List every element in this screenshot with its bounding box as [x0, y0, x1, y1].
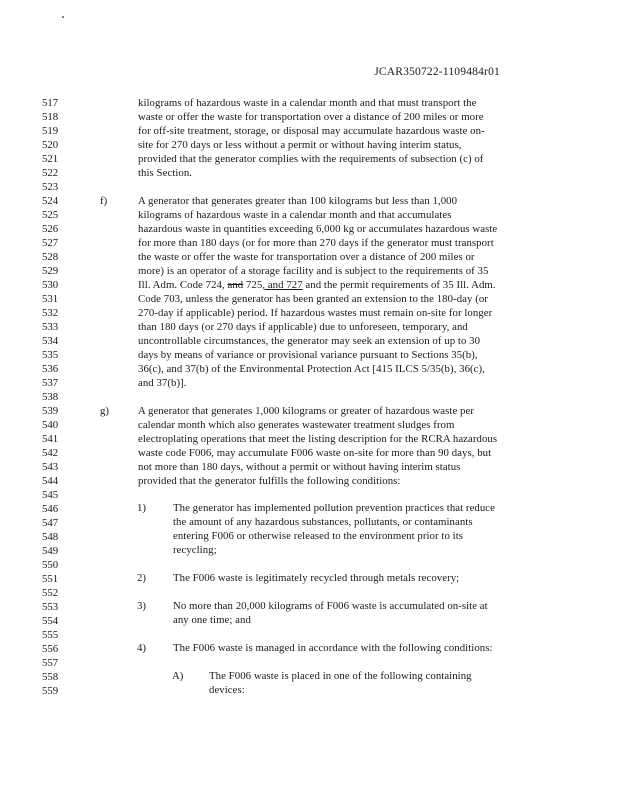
line-number: 550: [42, 559, 59, 571]
text-line: the amount of any hazardous substances, pollutants, or contaminants: [173, 516, 473, 528]
line-number: 518: [42, 111, 59, 123]
line-number: 549: [42, 545, 59, 557]
text-line: kilograms of hazardous waste in a calendar month and that accumulates: [138, 209, 452, 221]
subsection-marker-g: g): [100, 405, 109, 417]
line-number: 528: [42, 251, 59, 263]
item-marker-2: 2): [137, 572, 146, 584]
text-line: calendar month which also generates wastewater treatment sludges from: [138, 419, 455, 431]
text-segment: 725: [243, 279, 263, 291]
text-line: any one time; and: [173, 614, 251, 626]
line-number: 551: [42, 573, 59, 585]
line-number: 539: [42, 405, 59, 417]
text-line: uncontrollable circumstances, the generator may seek an extension of up to 30: [138, 335, 481, 347]
text-line: and 37(b)].: [138, 377, 187, 389]
text-line: for more than 180 days (or for more than 270 days if the generator must transport: [138, 237, 494, 249]
text-line: 270-day if applicable) period. If hazardous wastes must remain on-site for longer: [138, 307, 493, 319]
line-number: 521: [42, 153, 59, 165]
text-segment: Ill. Adm. Code 724,: [138, 279, 225, 291]
line-number: 547: [42, 517, 59, 529]
line-number: 552: [42, 587, 59, 599]
text-line: for off-site treatment, storage, or disposal may accumulate hazardous waste on-: [138, 125, 485, 137]
text-line: more) is an operator of a storage facility and is subject to the requirements of 35: [138, 265, 489, 277]
line-number: 519: [42, 125, 59, 137]
line-number: 527: [42, 237, 59, 249]
line-number: 559: [42, 685, 59, 697]
item-marker-A: A): [172, 670, 184, 682]
text-line: A generator that generates greater than 100 kilograms but less than 1,000: [138, 195, 458, 207]
text-line: The generator has implemented pollution prevention practices that reduce: [173, 502, 495, 514]
line-number: 556: [42, 643, 59, 655]
line-number: 555: [42, 629, 59, 641]
line-number: 535: [42, 349, 59, 361]
line-number: 537: [42, 377, 59, 389]
line-number: 524: [42, 195, 59, 207]
text-line: kilograms of hazardous waste in a calendar month and that must transport the: [138, 97, 477, 109]
text-line: this Section.: [138, 167, 193, 179]
line-number: 531: [42, 293, 59, 305]
line-number: 553: [42, 601, 59, 613]
item-marker-1: 1): [137, 502, 146, 514]
text-line: The F006 waste is managed in accordance with the following conditions:: [173, 642, 493, 654]
line-number: 530: [42, 279, 59, 291]
text-line: 36(c), and 37(b) of the Environmental Protection Act [415 ILCS 5/35(b), 36(c),: [138, 363, 485, 375]
line-number: 554: [42, 615, 59, 627]
text-line: The F006 waste is placed in one of the following containing: [209, 670, 472, 682]
line-number: 523: [42, 181, 59, 193]
line-number: 543: [42, 461, 59, 473]
text-line: Code 703, unless the generator has been granted an extension to the 180-day (or: [138, 293, 488, 305]
text-line: The F006 waste is legitimately recycled through metals recovery;: [173, 572, 460, 584]
line-number: 534: [42, 335, 59, 347]
inserted-text: , and 727: [262, 279, 303, 291]
subsection-marker-f: f): [100, 195, 108, 207]
text-line: waste or offer the waste for transportation over a distance of 200 miles or more: [138, 111, 484, 123]
text-line: recycling;: [173, 544, 217, 556]
item-marker-3: 3): [137, 600, 146, 612]
text-line: than 180 days (or 270 days if applicable) due to unforeseen, temporary, and: [138, 321, 468, 333]
text-line: waste code F006, may accumulate F006 waste on-site for more than 90 days, but: [138, 447, 492, 459]
text-line: devices:: [209, 684, 245, 696]
text-line: provided that the generator complies with the requirements of subsection (c) of: [138, 153, 484, 165]
line-number: 536: [42, 363, 59, 375]
line-number: 558: [42, 671, 59, 683]
text-line-with-amendments: [138, 279, 496, 291]
text-line: hazardous waste in quantities exceeding 6,000 kg or accumulates hazardous waste: [138, 223, 498, 235]
text-line: A generator that generates 1,000 kilograms or greater of hazardous waste per: [138, 405, 474, 417]
text-line: entering F006 or otherwise released to the environment prior to its: [173, 530, 463, 542]
line-number: 540: [42, 419, 59, 431]
deleted-text: and: [227, 279, 244, 291]
text-line: site for 270 days or less without a permit or without having interim status,: [138, 139, 462, 151]
line-number: 538: [42, 391, 59, 403]
item-marker-4: 4): [137, 642, 146, 654]
text-line: No more than 20,000 kilograms of F006 waste is accumulated on-site at: [173, 600, 488, 612]
document-code: JCAR350722-1109484r01: [374, 66, 500, 78]
line-number: 525: [42, 209, 59, 221]
text-line: the waste or offer the waste for transportation over a distance of 200 miles or: [138, 251, 475, 263]
line-number: 548: [42, 531, 59, 543]
line-number: 541: [42, 433, 59, 445]
line-number: 522: [42, 167, 59, 179]
line-number: 529: [42, 265, 59, 277]
line-number: 517: [42, 97, 59, 109]
line-number: 542: [42, 447, 59, 459]
line-number: 520: [42, 139, 59, 151]
line-number: 526: [42, 223, 59, 235]
text-line: provided that the generator fulfills the following conditions:: [138, 475, 401, 487]
text-line: days by means of variance or provisional variance pursuant to Sections 35(b),: [138, 349, 478, 361]
speck-mark: [62, 16, 64, 18]
text-line: not more than 180 days, without a permit or without having interim status: [138, 461, 461, 473]
line-number: 544: [42, 475, 59, 487]
text-line: electroplating operations that meet the listing description for the RCRA hazardous: [138, 433, 498, 445]
line-number: 533: [42, 321, 59, 333]
line-number: 546: [42, 503, 59, 515]
line-number: 545: [42, 489, 59, 501]
line-number: 532: [42, 307, 59, 319]
line-number: 557: [42, 657, 59, 669]
text-segment: and the permit requirements of 35 Ill. Adm.: [302, 279, 496, 291]
